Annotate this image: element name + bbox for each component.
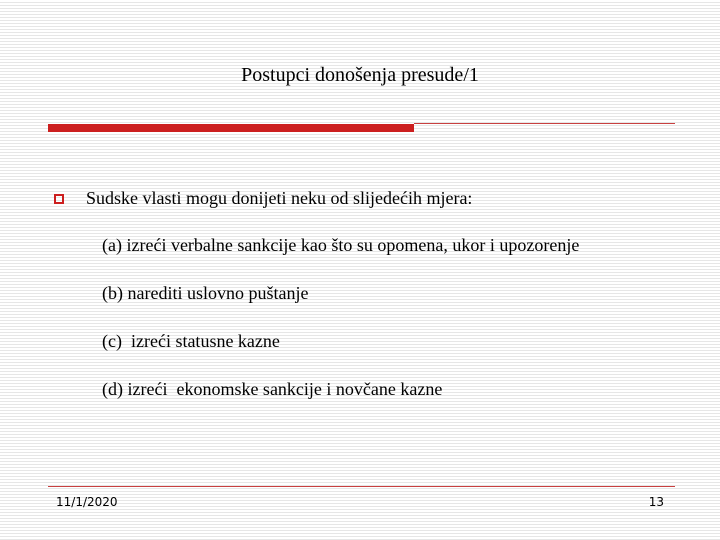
footer-date: 11/1/2020	[56, 495, 118, 509]
sub-item-b: (b) narediti uslovno puštanje	[102, 283, 309, 303]
sub-item-a: (a) izreći verbalne sankcije kao što su opomena, ukor i upozorenje	[102, 235, 580, 255]
bullet-text: Sudske vlasti mogu donijeti neku od slijedećih mjera:	[86, 188, 473, 208]
sub-item-d: (d) izreći ekonomske sankcije i novčane kazne	[102, 379, 443, 399]
sub-item-c: (c) izreći statusne kazne	[102, 331, 280, 351]
page-number: 13	[648, 495, 664, 509]
footer-divider	[48, 486, 675, 487]
title-divider-line	[414, 123, 675, 124]
slide-title: Postupci donošenja presude/1	[241, 64, 479, 86]
bullet-item	[54, 186, 472, 210]
square-bullet-icon	[54, 194, 64, 204]
title-divider-accent	[48, 124, 414, 132]
